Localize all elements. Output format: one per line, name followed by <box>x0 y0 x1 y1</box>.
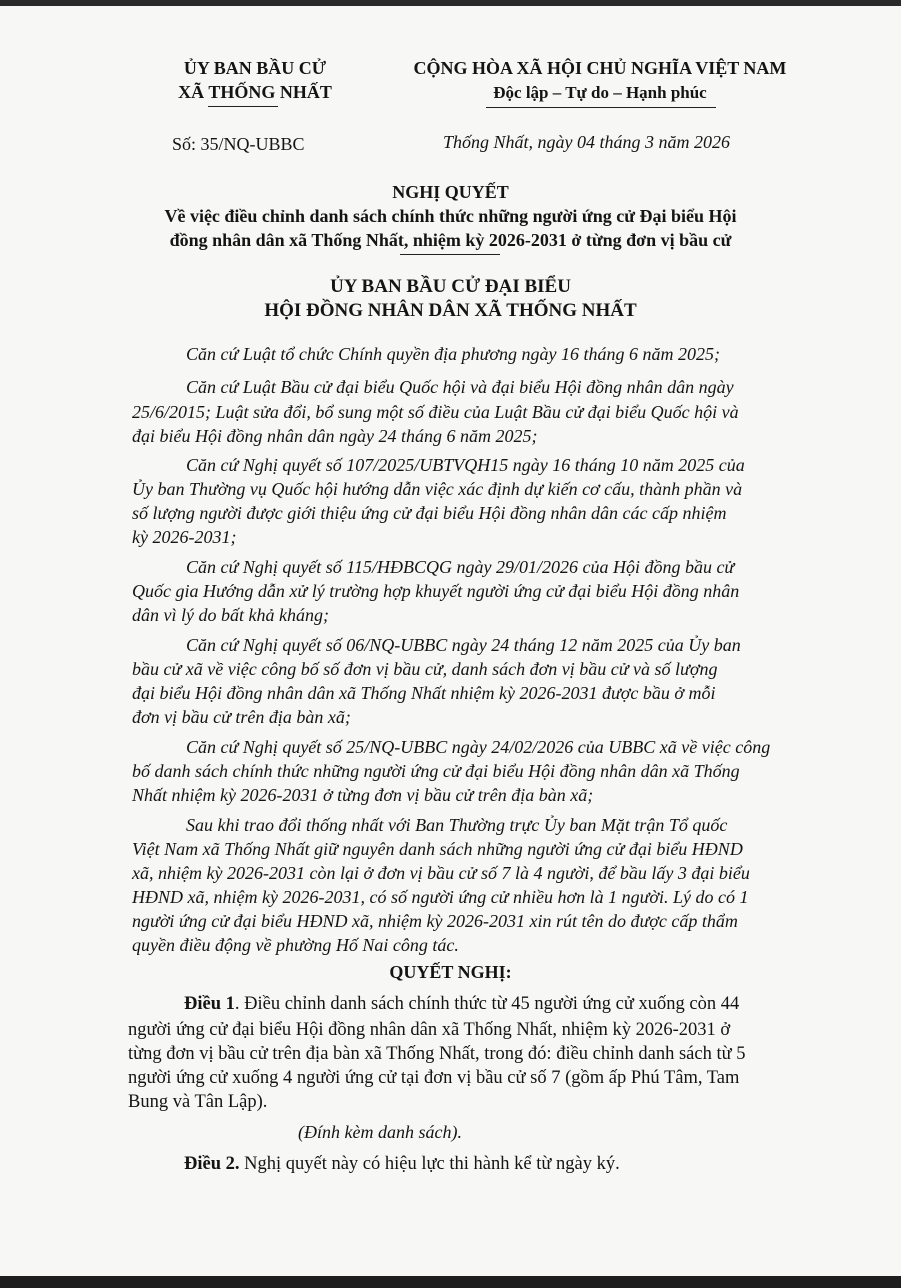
basis-4-line-1: Căn cứ Nghị quyết số 115/HĐBCQG ngày 29/01/2026 của Hội đồng bầu cử <box>186 557 735 577</box>
article-2-line <box>184 1154 620 1175</box>
attachment-note: (Đính kèm danh sách). <box>298 1122 462 1142</box>
document-page <box>0 6 901 1276</box>
article-1-line-5: Bung và Tân Lập). <box>128 1092 268 1112</box>
document-number: Số: 35/NQ-UBBC <box>172 134 305 154</box>
basis-1-line-1: Căn cứ Luật tổ chức Chính quyền địa phương ngày 16 tháng 6 năm 2025; <box>186 344 721 364</box>
basis-2-line-2: 25/6/2015; Luật sửa đổi, bổ sung một số điều của Luật Bầu cử đại biểu Quốc hội và <box>132 402 739 422</box>
basis-5-line-2: bầu cử xã về việc công bố số đơn vị bầu cử, danh sách đơn vị bầu cử và số lượng <box>132 659 718 679</box>
article-1-label: Điều 1 <box>184 994 235 1014</box>
basis-3-line-2: Ủy ban Thường vụ Quốc hội hướng dẫn việc xác định dự kiến cơ cấu, thành phần và <box>132 479 743 499</box>
national-motto: Độc lập – Tự do – Hạnh phúc <box>493 83 707 102</box>
motto-underline <box>486 107 716 108</box>
issuer-line-1: ỦY BAN BẦU CỬ ĐẠI BIỂU <box>330 276 571 297</box>
agency-underline <box>208 106 278 107</box>
article-1-text: . Điều chỉnh danh sách chính thức từ 45 người ứng cử xuống còn 44 <box>234 994 740 1014</box>
basis-7-line-4: HĐND xã, nhiệm kỳ 2026-2031, có số người ứng cử nhiều hơn là 1 người. Lý do có 1 <box>132 887 749 907</box>
agency-name-line2: XÃ THỐNG NHẤT <box>178 82 332 102</box>
subject-line-2: đồng nhân dân xã Thống Nhất, nhiệm kỳ 2026-2031 ở từng đơn vị bầu cử <box>169 230 732 250</box>
basis-5-line-4: đơn vị bầu cử trên địa bàn xã; <box>132 707 351 727</box>
basis-4-line-3: dân vì lý do bất khả kháng; <box>132 605 329 625</box>
basis-7-line-3: xã, nhiệm kỳ 2026-2031 còn lại ở đơn vị bầu cử số 7 là 4 người, để bầu lấy 3 đại biểu <box>132 863 750 883</box>
basis-6-line-1: Căn cứ Nghị quyết số 25/NQ-UBBC ngày 24/02/2026 của UBBC xã về việc công <box>186 737 771 757</box>
basis-5-line-1: Căn cứ Nghị quyết số 06/NQ-UBBC ngày 24 tháng 12 năm 2025 của Ủy ban <box>186 635 741 655</box>
article-1-line-4: người ứng cử xuống 4 người ứng cử tại đơn vị bầu cử số 7 (gồm ấp Phú Tâm, Tam <box>128 1068 740 1088</box>
basis-7-line-5: người ứng cử đại biểu HĐND xã, nhiệm kỳ 2026-2031 xin rút tên do được cấp thẩm <box>132 911 738 931</box>
article-1-line-1 <box>184 994 739 1015</box>
place-date: Thống Nhất, ngày 04 tháng 3 năm 2026 <box>443 132 731 152</box>
document-title: NGHỊ QUYẾT <box>392 182 509 202</box>
agency-name-line1: ỦY BAN BẦU CỬ <box>183 58 327 78</box>
subject-underline <box>400 254 500 255</box>
basis-7-line-1: Sau khi trao đổi thống nhất với Ban Thường trực Ủy ban Mặt trận Tổ quốc <box>186 815 728 835</box>
basis-3-line-4: kỳ 2026-2031; <box>132 527 237 547</box>
basis-6-line-3: Nhất nhiệm kỳ 2026-2031 ở từng đơn vị bầu cử trên địa bàn xã; <box>132 785 594 805</box>
basis-7-line-6: quyền điều động về phường Hố Nai công tác. <box>132 935 459 955</box>
basis-5-line-3: đại biểu Hội đồng nhân dân xã Thống Nhất nhiệm kỳ 2026-2031 được bầu ở mỗi <box>132 683 716 703</box>
bottom-border <box>0 1276 901 1288</box>
issuer-line-2: HỘI ĐỒNG NHÂN DÂN XÃ THỐNG NHẤT <box>264 300 637 321</box>
basis-3-line-3: số lượng người được giới thiệu ứng cử đại biểu Hội đồng nhân dân các cấp nhiệm <box>132 503 727 523</box>
article-1-line-2: người ứng cử đại biểu Hội đồng nhân dân xã Thống Nhất, nhiệm kỳ 2026-2031 ở <box>128 1020 731 1040</box>
article-2-text: Nghị quyết này có hiệu lực thi hành kể từ ngày ký. <box>239 1154 620 1174</box>
subject-line-1: Về việc điều chỉnh danh sách chính thức những người ứng cử Đại biểu Hội <box>164 206 737 226</box>
basis-3-line-1: Căn cứ Nghị quyết số 107/2025/UBTVQH15 ngày 16 tháng 10 năm 2025 của <box>186 455 745 475</box>
basis-2-line-3: đại biểu Hội đồng nhân dân ngày 24 tháng 6 năm 2025; <box>132 426 538 446</box>
basis-2-line-1: Căn cứ Luật Bầu cử đại biểu Quốc hội và đại biểu Hội đồng nhân dân ngày <box>186 377 734 397</box>
decision-heading: QUYẾT NGHỊ: <box>389 962 512 982</box>
article-1-line-3: từng đơn vị bầu cử trên địa bàn xã Thống Nhất, trong đó: điều chỉnh danh sách từ 5 <box>128 1044 746 1064</box>
basis-7-line-2: Việt Nam xã Thống Nhất giữ nguyên danh sách những người ứng cử đại biểu HĐND <box>132 839 743 859</box>
article-2-label: Điều 2. <box>184 1154 240 1174</box>
basis-6-line-2: bố danh sách chính thức những người ứng cử đại biểu Hội đồng nhân dân xã Thống <box>132 761 740 781</box>
basis-4-line-2: Quốc gia Hướng dẫn xử lý trường hợp khuyết người ứng cử đại biểu Hội đồng nhân <box>132 581 740 601</box>
national-title: CỘNG HÒA XÃ HỘI CHỦ NGHĨA VIỆT NAM <box>413 58 787 78</box>
